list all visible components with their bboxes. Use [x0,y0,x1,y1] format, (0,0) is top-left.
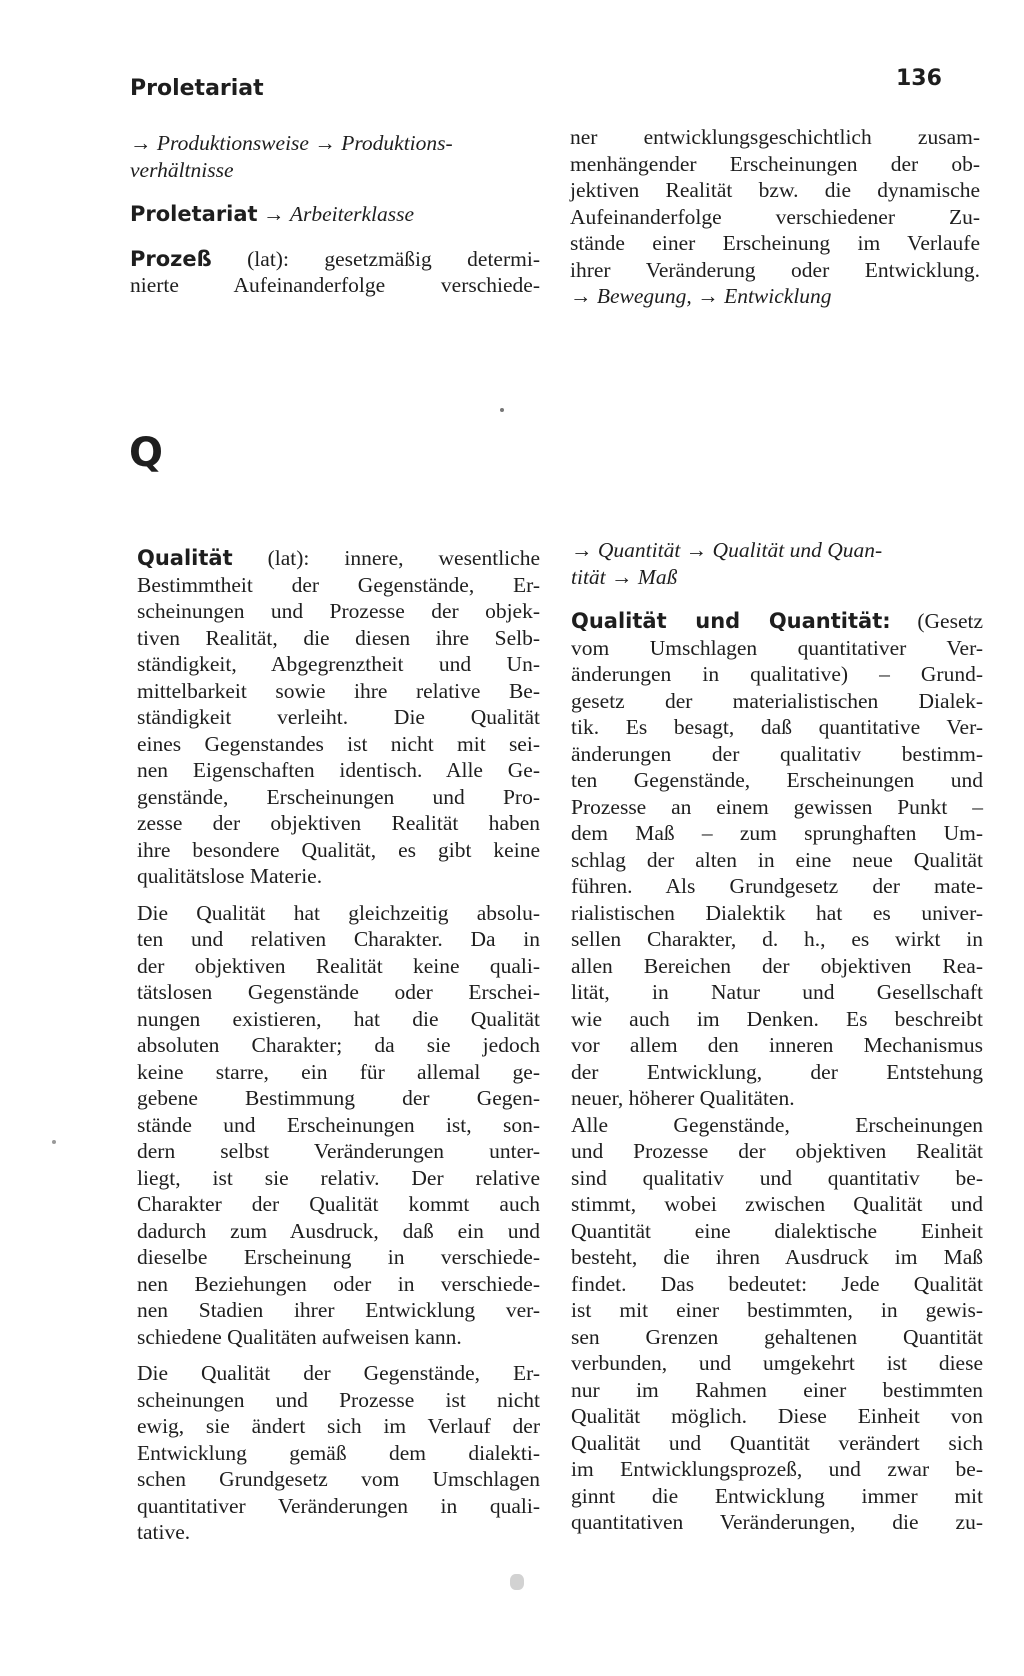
text-line: Die Qualität hat gleichzeitig absolu- [137,900,540,925]
text-line: allen Bereichen der objektiven Rea- [571,953,983,978]
text-line: findet. Das bedeutet: Jede Qualität [571,1271,983,1296]
text-line: tiven Realität, die diesen ihre Selb- [137,625,540,650]
text-line: gebene Bestimmung der Gegen- [137,1086,540,1110]
text-line: (lat): gesetzmäßig determi- [247,246,540,271]
text-line: jektiven Realität bzw. die dynamische [570,178,980,202]
text-line: stände und Erscheinungen ist, son- [137,1112,540,1137]
text-line: schen Grundgesetz vom Umschlagen [137,1467,540,1491]
text-line: schlag der alten in eine neue Qualität [571,847,983,872]
entry-term: Proletariat [130,202,258,226]
text-line: Bestimmtheit der Gegenstände, Er- [137,572,540,597]
text-line: ner entwicklungsgeschichtlich zusam- [570,125,980,149]
text-line: scheinungen und Prozesse ist nicht [137,1387,540,1412]
section-letter: Q [129,430,164,476]
text-line: nen Beziehungen oder in verschiede- [137,1271,540,1296]
text-line: quantitativer Veränderungen in quali- [137,1493,540,1518]
text-line: lität, in Natur und Gesellschaft [571,980,983,1004]
entry-prozess-continued [570,124,980,310]
text-line: ewig, sie ändert sich im Verlauf der [137,1414,540,1438]
text-line: scheinungen und Prozesse der objek- [137,599,540,623]
text-line: liegt, ist sie relativ. Der relative [137,1165,540,1190]
text-line: ständigkeit, Abgegrenztheit und Un- [137,652,540,676]
speck [500,408,504,412]
text-line: (Gesetz [917,609,983,633]
bottom-left-column [137,545,540,1546]
reference-link[interactable]: Produktions- [341,131,453,155]
top-right-column [570,124,980,310]
text-line: sen Grenzen gehaltenen Quantität [571,1324,983,1349]
text-line: ist mit einer bestimmten, in gewis- [571,1298,983,1322]
text-line: änderungen in qualitative) – Grund- [571,662,983,686]
reference-link[interactable]: Entwicklung [724,284,832,308]
text-line: nierte Aufeinanderfolge verschiede- [130,273,540,297]
reference-link-cont[interactable]: tität [571,564,606,589]
arrow-icon: → [130,131,152,155]
entry-proletariat [130,201,540,228]
reference-link[interactable]: Qualität und Quan- [712,538,883,562]
text-line: ihre besondere Qualität, es gibt keine [137,837,540,862]
text-line: ihrer Veränderung oder Entwicklung. [570,257,980,282]
text-line: gesetz der materialistischen Dialek- [571,688,983,713]
smudge-mark [510,1574,524,1590]
text-line: Charakter der Qualität kommt auch [137,1192,540,1216]
text-line: nur im Rahmen einer bestimmten [571,1377,983,1402]
cross-reference [570,283,980,310]
text-line: Quantität eine dialektische Einheit [571,1218,983,1243]
text-line: nen Stadien ihrer Entwicklung ver- [137,1298,540,1322]
text-line: nungen existieren, hat die Qualität [137,1006,540,1031]
text-line: ten Gegenstände, Erscheinungen und [571,768,983,792]
entry-qualitaet-para2 [137,900,540,1351]
entry-qualitaet-para1 [137,545,540,890]
reference-link[interactable]: Arbeiterklasse [289,202,415,226]
reference-link[interactable]: Bewegung, [596,284,692,308]
cross-reference [571,537,983,590]
entry-qualitaet-und-quantitaet-para2 [571,1112,983,1536]
top-left-column [130,130,540,299]
arrow-icon: → [697,284,719,308]
reference-link[interactable]: Quantität [597,538,681,562]
reference-link[interactable]: Maß [637,564,678,589]
arrow-icon: → [571,538,593,562]
text-line: tative. [137,1520,191,1544]
text-line: vor allem den inneren Mechanismus [571,1033,983,1057]
text-line: wie auch im Denken. Es beschreibt [571,1006,983,1031]
arrow-icon: → [611,564,633,589]
text-line: sind qualitativ und quantitativ be- [571,1165,983,1190]
reference-link[interactable]: Produktionsweise [156,131,309,155]
text-line: dadurch zum Ausdruck, daß ein und [137,1218,540,1243]
entry-term: Qualität [137,546,233,570]
arrow-icon: → [685,538,708,562]
page-number: 136 [896,66,942,91]
entry-qualitaet-para3 [137,1360,540,1546]
text-line: absoluten Charakter; da sie jedoch [137,1033,540,1057]
text-line: sellen Charakter, d. h., es wirkt in [571,927,983,951]
entry-qualitaet-und-quantitaet-para1 [571,608,983,1112]
text-line: genstände, Erscheinungen und Pro- [137,784,540,809]
text-line: mittelbarkeit sowie ihre relative Be- [137,678,540,703]
text-line: besteht, die ihren Ausdruck im Maß [571,1245,983,1269]
text-line: dem Maß – zum sprunghaften Um- [571,821,983,845]
cross-reference [130,130,540,183]
text-line: dern selbst Veränderungen unter- [137,1139,540,1163]
text-line: quantitativen Veränderungen, die zu- [571,1510,983,1534]
text-line: vom Umschlagen quantitativer Ver- [571,635,983,660]
text-line: im Entwicklungsprozeß, und zwar be- [571,1457,983,1481]
text-line: Aufeinanderfolge verschiedener Zu- [570,204,980,229]
text-line: ten und relativen Charakter. Da in [137,927,540,951]
text-line: (lat): innere, wesentliche [267,546,540,570]
text-line: Alle Gegenstände, Erscheinungen [571,1112,983,1137]
text-line: tik. Es besagt, daß quantitative Ver- [571,715,983,739]
arrow-icon: → [262,202,285,226]
text-line: zesse der objektiven Realität haben [137,811,540,835]
bottom-right-column [571,537,983,1536]
text-line: führen. Als Grundgesetz der mate- [571,874,983,898]
text-line: Qualität und Quantität verändert sich [571,1430,983,1455]
text-line: keine starre, ein für allemal ge- [137,1059,540,1084]
text-line: verbunden, und umgekehrt ist diese [571,1351,983,1375]
speck [52,1140,56,1144]
reference-link-cont[interactable]: verhältnisse [130,157,234,182]
text-line: eines Gegenstandes ist nicht mit sei- [137,731,540,756]
text-line: Qualität möglich. Diese Einheit von [571,1404,983,1428]
text-line: nen Eigenschaften identisch. Alle Ge- [137,758,540,782]
entry-term: Prozeß [130,246,212,271]
text-line: tätslosen Gegenstände oder Erschei- [137,980,540,1004]
entry-term: Qualität und Quantität: [571,609,891,633]
entry-prozess [130,246,540,299]
arrow-icon: → [314,131,336,155]
text-line: ginnt die Entwicklung immer mit [571,1483,983,1508]
text-line: qualitätslose Materie. [137,864,323,888]
text-line: Entwicklung gemäß dem dialekti- [137,1440,540,1465]
arrow-icon: → [570,284,592,308]
text-line: und Prozesse der objektiven Realität [571,1139,983,1163]
text-line: Prozesse an einem gewissen Punkt – [571,794,983,819]
text-line: Die Qualität der Gegenstände, Er- [137,1361,540,1385]
text-line: stimmt, wobei zwischen Qualität und [571,1192,983,1216]
text-line: schiedene Qualitäten aufweisen kann. [137,1324,462,1349]
text-line: ständigkeit verleiht. Die Qualität [137,705,540,729]
text-line: dieselbe Erscheinung in verschiede- [137,1245,540,1269]
text-line: der Entwicklung, der Entstehung [571,1059,983,1084]
text-line: rialistischen Dialektik hat es univer- [571,900,983,925]
text-line: änderungen der qualitativ bestimm- [571,741,983,766]
text-line: stände einer Erscheinung im Verlaufe [570,231,980,255]
running-headword: Proletariat [130,76,264,101]
text-line: neuer, höherer Qualitäten. [571,1086,795,1110]
text-line: der objektiven Realität keine quali- [137,953,540,978]
text-line: menhängender Erscheinungen der ob- [570,151,980,176]
